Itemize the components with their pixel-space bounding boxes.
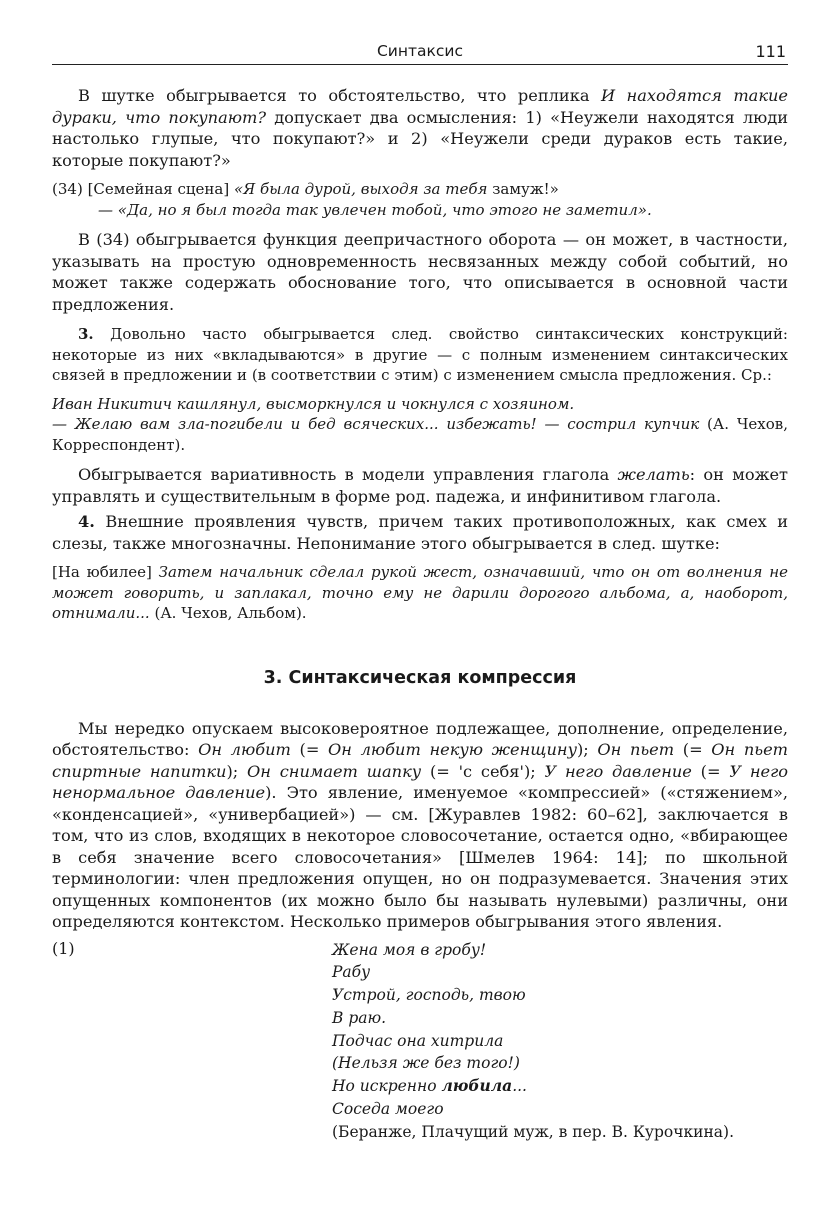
paragraph-point-4: 4. Внешние проявления чувств, причем таких противоположных, как смех и слезы, также многозначны. Непонимание этого обыгрывается в след. шутке:	[52, 512, 788, 553]
poem-example-1	[52, 939, 788, 1144]
poem-line: (Нельзя же без того!)	[332, 1054, 520, 1073]
example-number: (34)	[52, 180, 83, 198]
example-number: (1)	[52, 938, 75, 958]
paragraph-point-3: 3. Довольно часто обыгрывается след. свойство синтаксических конструкций: некоторые из них «вкладываются» в другие — с полным изменением синтаксических связей в предложении и (в соответствии с этим) с изменением смысла предложения. Ср.:	[52, 325, 788, 384]
paragraph-compression: Мы нередко опускаем высоковероятное подлежащее, дополнение, определение, обстоятельство: Он любит (= Он любит некую женщину); Он пьет (= Он пьет спиртные напитки); Он снимает шапку (= 'с себя'); У него давление (= У него ненормальное давление). Это явление, именуемое «компрессией» («стяжением», «конденсацией», «универбацией») — см. [Журавлев 1982: 60–62], заключается в том, что из слов, входящих в некоторое словосочетание, остается одно, «вбирающее в себя значение всего словосочетания» [Шмелев 1964: 14]; по школьной терминологии: член предложения опущен, но он подразумевается. Значения этих опущенных компонентов (их можно было бы называть нулевыми) различны, они определяются контекстом. Несколько примеров обыгрывания этого явления.	[52, 718, 789, 931]
paragraph-variability: Обыгрывается вариативность в модели управления глагола желать: он может управлять и существительным в форме род. падежа, и инфинитивом глагола.	[52, 465, 789, 506]
paragraph-gerund: В (34) обыгрывается функция деепричастного оборота — он может, в частности, указывать на простую одновременность несвязанных между собой событий, но может также содержать обоснование того, что описывается в основной части предложения.	[52, 230, 788, 314]
poem-line: В раю.	[332, 1008, 387, 1027]
poem-line: Устрой, господь, твою	[332, 986, 526, 1005]
poem-line: Но искренно любила...	[332, 1076, 527, 1096]
poem-line: Жена моя в гробу!	[332, 940, 487, 959]
example-chekhov-correspondent: Иван Никитич кашлянул, высморкнулся и чокнулся с хозяином. — Желаю вам зла-погибели и бед всяческих... избежать! — сострил купчик (А. Чехов, Корреспондент).	[52, 394, 788, 454]
poem-line: Подчас она хитрила	[332, 1031, 504, 1050]
book-page	[52, 38, 788, 1144]
poem-line: Соседа моего	[332, 1100, 444, 1119]
running-header	[52, 38, 788, 65]
paragraph-joke-explanation: В шутке обыгрывается то обстоятельство, что реплика И находятся такие дураки, что покупают? допускает два осмысления: 1) «Неужели находятся люди настолько глупые, что покупают?» и 2) «Неужели среди дураков есть такие, которые покупают?»	[52, 86, 788, 170]
section-heading: 3. Синтаксическая компрессия	[263, 667, 577, 688]
example-chekhov-album: [На юбилее] Затем начальник сделал рукой жест, означавший, что он от волнения не может говорить, и заплакал, точно ему не дарили дорогого альбома, а, наоборот, отнимали... (А. Чехов, Альбом).	[52, 563, 789, 622]
header-title: Синтаксис	[376, 42, 464, 60]
poem-source: (Беранже, Плачущий муж, в пер. В. Курочкина).	[332, 1122, 735, 1141]
poem-line: Рабу	[332, 963, 371, 982]
example-34: (34) [Семейная сцена] «Я была дурой, выходя за тебя замуж!» — «Да, но я был тогда так увлечен тобой, что этого не заметил».	[52, 180, 652, 219]
page-number: 111	[755, 42, 786, 61]
poem-lines	[332, 939, 788, 1144]
